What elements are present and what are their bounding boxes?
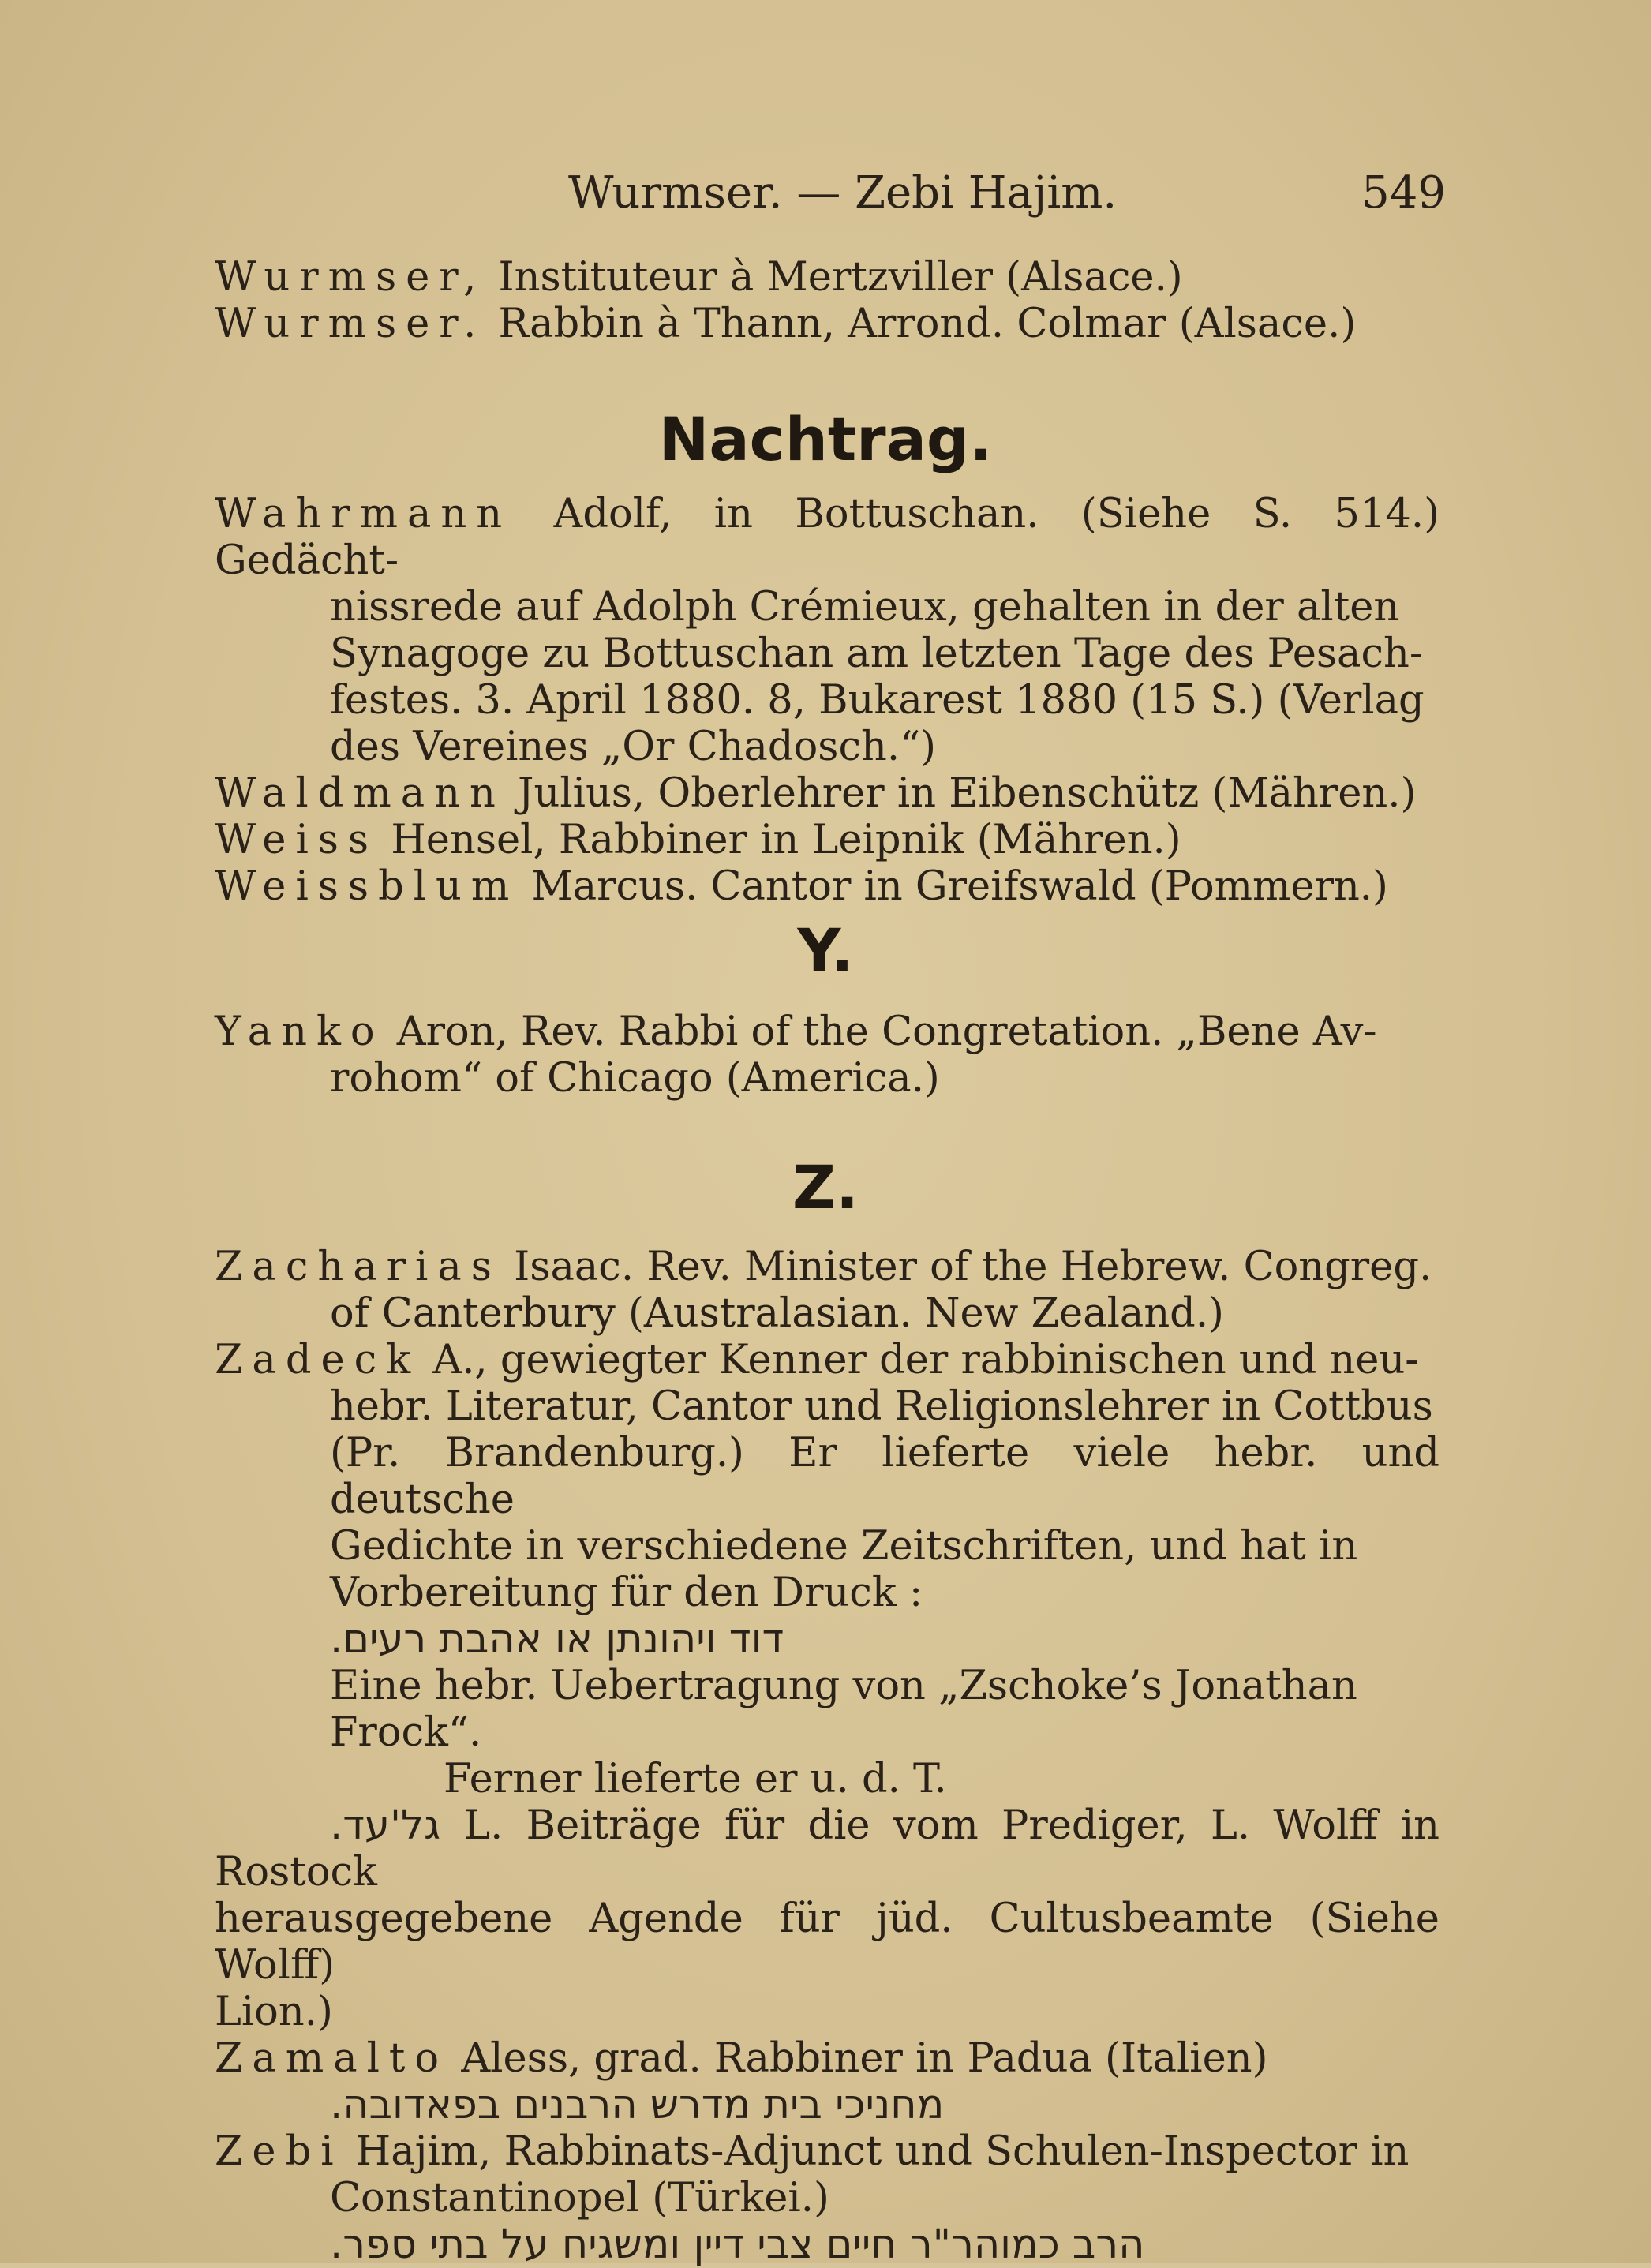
heading-nachtrag: Nachtrag. — [658, 404, 993, 474]
entry-yanko: Yanko Aron, Rev. Rabbi of the Congretation. „Bene Av- rohom“ of Chicago (America.) — [215, 1009, 1377, 1102]
hebrew-title: דוד ויהונתן או אהבת רעים. — [330, 1616, 784, 1663]
section-z-entries — [215, 1244, 1439, 2268]
running-title: Wurmser. — Zebi Hajim. — [568, 167, 1118, 219]
entry-wahrmann: Wahrmann Adolf, in Bottuschan. (Siehe S. 514.) Gedächt- nissrede auf Adolph Crémieux, gehalten in der alten Synagoge zu Bottuschan am letzten Tage des Pesach- festes. 3. April 1880. 8, Bukarest 1880 (15 S.) (Verlag des Vereines „Or Chadosch.“) — [215, 491, 1439, 770]
entry-weissblum: Weissblum Marcus. Cantor in Greifswald (Pommern.) — [215, 863, 1388, 910]
entry-zamalto: Zamalto Aless, grad. Rabbiner in Padua (Italien) מחניכי בית מדרש הרבנים בפאדובה. — [215, 2035, 1268, 2128]
beitraege-line: גל'עד. L. Beiträge für die vom Prediger, L. Wolff in Rostock — [215, 1802, 1439, 1896]
page-number: 549 — [1361, 167, 1446, 219]
entry-zadeck: Zadeck A., gewiegter Kenner der rabbinischen und neu- hebr. Literatur, Cantor und Religionslehrer in Cottbus (Pr. Brandenburg.) Er lieferte viele hebr. und deutsche Gedichte in verschiedene Zeitschriften, und hat in Vorbereitung für den Druck : דוד ויהונתן או אהבת רעים. Eine hebr. Uebertragung von „Zschoke’s Jonathan Frock“. Ferner lieferte er u. d. T. גל'עד. L. Beiträge für die vom Prediger, L. Wolff in Rostock herausgegebene Agende für jüd. Cultusbeamte (Siehe Wolff) Lion.) — [215, 1337, 1439, 2035]
entry-weiss: Weiss Hensel, Rabbiner in Leipnik (Mähren.) — [215, 817, 1181, 863]
heading-z: Z. — [792, 1152, 859, 1222]
entry-wurmser-1: Wurmser, Instituteur à Mertzviller (Alsace.) — [215, 254, 1183, 301]
entry-zacharias: Zacharias Isaac. Rev. Minister of the Hebrew. Congreg. of Canterbury (Australasian. New Zealand.) — [215, 1244, 1432, 1337]
nachtrag-entries — [215, 491, 1439, 910]
entry-zebi: Zebi Hajim, Rabbinats-Adjunct und Schulen-Inspector in Constantinopel (Türkei.) הרב כמוהר"ר חיים צבי דיין ומשגיח על בתי ספר. — [215, 2128, 1410, 2268]
entry-wurmser-2: Wurmser. Rabbin à Thann, Arrond. Colmar (Alsace.) — [215, 301, 1357, 347]
entry-waldmann: Waldmann Julius, Oberlehrer in Eibenschütz (Mähren.) — [215, 770, 1417, 817]
heading-y: Y. — [797, 915, 854, 986]
top-entries — [215, 254, 1439, 347]
translation-note: Eine hebr. Uebertragung von „Zschoke’s Jonathan Frock“. — [330, 1663, 1357, 1756]
section-y-entries — [215, 1009, 1439, 1102]
ferner-note: Ferner lieferte er u. d. T. — [444, 1756, 947, 1802]
